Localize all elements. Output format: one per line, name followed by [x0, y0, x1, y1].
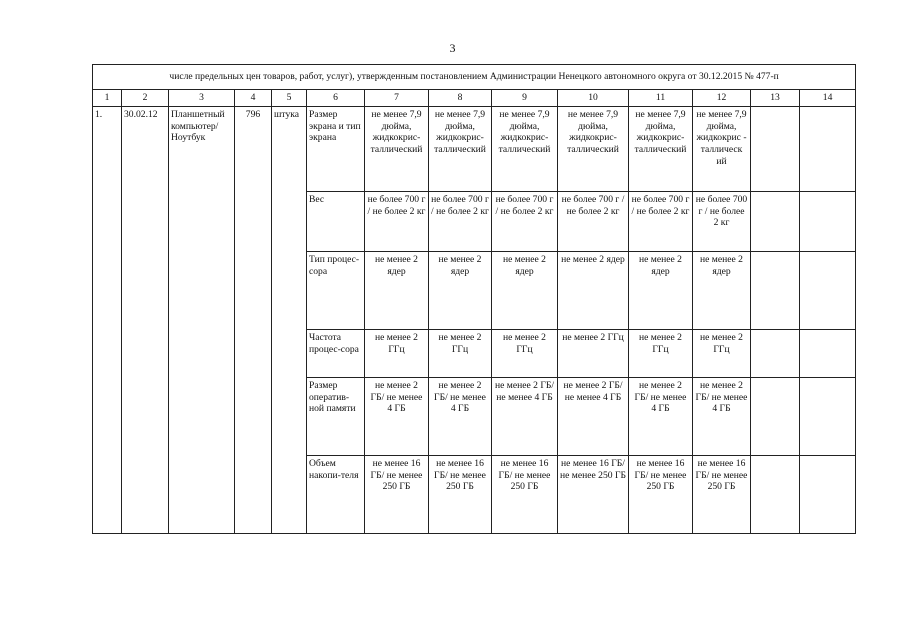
value-cell: не менее 2 ГБ/ не менее 4 ГБ: [365, 378, 429, 456]
characteristic-cell: Размер оператив-ной памяти: [307, 378, 365, 456]
value-cell: не более 700 г / не более 2 кг: [629, 192, 693, 252]
item-name: [169, 192, 235, 252]
column-number: 5: [272, 90, 307, 107]
item-code: [122, 456, 169, 534]
item-code: [122, 192, 169, 252]
column-number: 11: [629, 90, 693, 107]
value-cell: не менее 7,9 дюйма, жидкокрис-таллический: [492, 107, 558, 192]
empty-cell: [751, 107, 800, 192]
value-cell: не более 700 г / не более 2 кг: [693, 192, 751, 252]
value-cell: не менее 16 ГБ/ не менее 250 ГБ: [558, 456, 629, 534]
value-cell: не более 700 г / не более 2 кг: [365, 192, 429, 252]
table-body: [93, 65, 856, 534]
value-cell: не менее 2 ядер: [365, 252, 429, 330]
value-cell: не менее 2 ГГц: [693, 330, 751, 378]
table-caption: числе предельных цен товаров, работ, услуг), утвержденным постановлением Администрации Ненецкого автономного округа от 30.12.2015 № 477-п: [93, 65, 856, 90]
item-name: [169, 456, 235, 534]
column-number: 4: [235, 90, 272, 107]
column-number: 14: [800, 90, 856, 107]
empty-cell: [800, 107, 856, 192]
table-row: [93, 107, 856, 192]
value-cell: не менее 16 ГБ/ не менее 250 ГБ: [429, 456, 492, 534]
value-cell: не менее 2 ГБ/ не менее 4 ГБ: [492, 378, 558, 456]
value-cell: не менее 7,9 дюйма, жидкокрис-таллический: [629, 107, 693, 192]
value-cell: не менее 2 ГБ/ не менее 4 ГБ: [693, 378, 751, 456]
item-unit: [272, 252, 307, 330]
column-numbers-row: [93, 90, 856, 107]
item-number: [93, 378, 122, 456]
item-okei-code: [235, 252, 272, 330]
characteristic-cell: Объем накопи-теля: [307, 456, 365, 534]
value-cell: не менее 7,9 дюйма, жидкокрис-таллический: [558, 107, 629, 192]
column-number: 7: [365, 90, 429, 107]
value-cell: не менее 2 ядер: [429, 252, 492, 330]
item-number: [93, 456, 122, 534]
value-cell: не менее 2 ГГц: [558, 330, 629, 378]
column-number: 2: [122, 90, 169, 107]
value-cell: не менее 16 ГБ/ не менее 250 ГБ: [629, 456, 693, 534]
item-unit: [272, 378, 307, 456]
empty-cell: [800, 192, 856, 252]
column-number: 13: [751, 90, 800, 107]
item-okei-code: 796: [235, 107, 272, 192]
item-name: [169, 330, 235, 378]
item-number: [93, 192, 122, 252]
column-number: 6: [307, 90, 365, 107]
empty-cell: [751, 456, 800, 534]
value-cell: не менее 2 ГГц: [365, 330, 429, 378]
item-name: [169, 252, 235, 330]
item-code: [122, 378, 169, 456]
table-row: [93, 192, 856, 252]
price-limits-table: [92, 64, 856, 534]
column-number: 10: [558, 90, 629, 107]
empty-cell: [800, 456, 856, 534]
column-number: 8: [429, 90, 492, 107]
value-cell: не более 700 г / не более 2 кг: [429, 192, 492, 252]
empty-cell: [751, 330, 800, 378]
empty-cell: [800, 252, 856, 330]
item-unit: [272, 192, 307, 252]
item-name: [169, 378, 235, 456]
value-cell: не менее 2 ядер: [492, 252, 558, 330]
value-cell: не менее 2 ГГц: [429, 330, 492, 378]
item-okei-code: [235, 378, 272, 456]
item-code: [122, 330, 169, 378]
value-cell: не менее 16 ГБ/ не менее 250 ГБ: [693, 456, 751, 534]
value-cell: не менее 2 ГБ/ не менее 4 ГБ: [429, 378, 492, 456]
value-cell: не менее 7,9 дюйма, жидкокрис-таллический: [429, 107, 492, 192]
value-cell: не менее 2 ядер: [558, 252, 629, 330]
characteristic-cell: Вес: [307, 192, 365, 252]
table-row: [93, 252, 856, 330]
item-number: [93, 252, 122, 330]
table-row: [93, 456, 856, 534]
empty-cell: [751, 252, 800, 330]
item-unit: [272, 330, 307, 378]
value-cell: не менее 7,9 дюйма, жидкокрис - таллическ ий: [693, 107, 751, 192]
item-code: 30.02.12: [122, 107, 169, 192]
item-okei-code: [235, 330, 272, 378]
value-cell: не менее 16 ГБ/ не менее 250 ГБ: [365, 456, 429, 534]
column-number: 9: [492, 90, 558, 107]
table-row: [93, 378, 856, 456]
item-okei-code: [235, 192, 272, 252]
column-number: 12: [693, 90, 751, 107]
characteristic-cell: Частота процес-сора: [307, 330, 365, 378]
empty-cell: [800, 378, 856, 456]
item-okei-code: [235, 456, 272, 534]
value-cell: не менее 7,9 дюйма, жидкокрис-таллический: [365, 107, 429, 192]
item-number: [93, 330, 122, 378]
characteristic-cell: Тип процес-сора: [307, 252, 365, 330]
item-unit: штука: [272, 107, 307, 192]
value-cell: не менее 2 ГГц: [629, 330, 693, 378]
caption-row: [93, 65, 856, 90]
value-cell: не более 700 г / не более 2 кг: [492, 192, 558, 252]
value-cell: не менее 2 ГБ/ не менее 4 ГБ: [629, 378, 693, 456]
column-number: 3: [169, 90, 235, 107]
empty-cell: [751, 378, 800, 456]
item-name: Планшетный компьютер/ Ноутбук: [169, 107, 235, 192]
value-cell: не менее 16 ГБ/ не менее 250 ГБ: [492, 456, 558, 534]
value-cell: не менее 2 ГГц: [492, 330, 558, 378]
item-unit: [272, 456, 307, 534]
value-cell: не более 700 г / не более 2 кг: [558, 192, 629, 252]
value-cell: не менее 2 ГБ/ не менее 4 ГБ: [558, 378, 629, 456]
value-cell: не менее 2 ядер: [693, 252, 751, 330]
table-row: [93, 330, 856, 378]
page-number: 3: [449, 41, 456, 55]
item-number: 1.: [93, 107, 122, 192]
value-cell: не менее 2 ядер: [629, 252, 693, 330]
item-code: [122, 252, 169, 330]
empty-cell: [751, 192, 800, 252]
column-number: 1: [93, 90, 122, 107]
characteristic-cell: Размер экрана и тип экрана: [307, 107, 365, 192]
empty-cell: [800, 330, 856, 378]
